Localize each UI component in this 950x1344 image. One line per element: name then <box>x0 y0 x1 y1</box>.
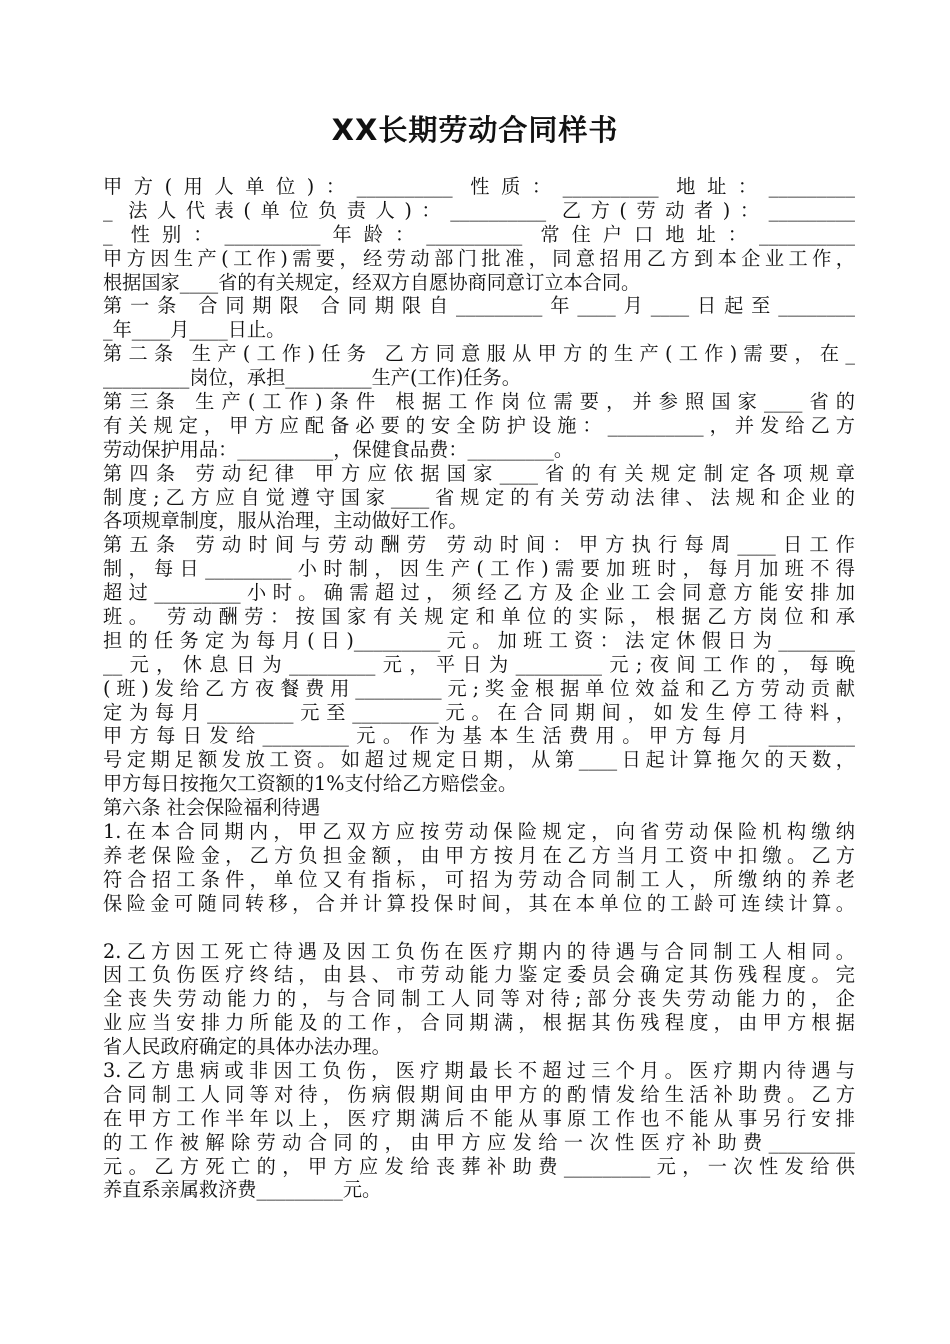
document-line: 养直系亲属救济费_________元。 <box>103 1178 382 1202</box>
document-line: 担的任务定为每月(日)_________元。加班工资：法定休假日为________ <box>103 628 855 652</box>
document-line: 符合招工条件，单位又有指标，可招为劳动合同制工人，所缴纳的养老 <box>103 867 855 891</box>
document-line: 号定期足额发放工资。如超过规定日期，从第____日起计算拖欠的天数， <box>103 748 855 772</box>
document-line: 元。乙方死亡的，甲方应发给丧葬补助费_________元，一次性发给供 <box>103 1154 855 1178</box>
document-line: 各项规章制度，服从治理，主动做好工作。 <box>103 509 468 533</box>
document-line: 因工负伤医疗终结，由县、市劳动能力鉴定委员会确定其伤残程度。完 <box>103 963 855 987</box>
document-line: 根据国家____省的有关规定，经双方自愿协商同意订立本合同。 <box>103 270 641 294</box>
document-line: 甲方每日按拖欠工资额的1%支付给乙方赔偿金。 <box>103 772 518 796</box>
document-line: 定为每月_________元至_________元。在合同期间，如发生停工待料， <box>103 700 855 724</box>
document-line: 业应当安排力所能及的工作，合同期满，根据其伤残程度，由甲方根据 <box>103 1011 855 1035</box>
document-title: XX长期劳动合同样书 <box>331 113 619 147</box>
document-line: _ 法人代表(单位负责人)：__________ 乙方(劳动者)：_________ <box>103 198 855 222</box>
document-line: 超过_________小时。确需超过，须经乙方及企业工会同意方能安排加 <box>103 581 855 605</box>
document-line: 全丧失劳动能力的，与合同制工人同等对待;部分丧失劳动能力的，企 <box>103 987 855 1011</box>
document-line: 有关规定，甲方应配备必要的安全防护设施：__________，并发给乙方 <box>103 413 855 437</box>
blank-line <box>103 916 855 940</box>
document-line: 养老保险金，乙方负担金额，由甲方按月在乙方当月工资中扣缴。乙方 <box>103 843 855 867</box>
document-line: 保险金可随同转移，合并计算投保时间，其在本单位的工龄可连续计算。 <box>103 891 855 915</box>
document-line: 制，每日_________小时制，因生产(工作)需要加班时，每月加班不得 <box>103 557 855 581</box>
document-line: 第二条 生产(工作)任务 乙方同意服从甲方的生产(工作)需要，在_ <box>103 342 855 366</box>
document-line: 班。 劳动酬劳：按国家有关规定和单位的实际，根据乙方岗位和承 <box>103 605 855 629</box>
document-line: _年____月____日止。 <box>103 318 286 342</box>
document-line: 合同制工人同等对待，伤病假期间由甲方的酌情发给生活补助费。乙方 <box>103 1082 855 1106</box>
document-line: _ 性别：__________年龄：__________ 常住户口地址：__________ <box>103 222 855 246</box>
document-line: (班)发给乙方夜餐费用_________元;奖金根据单位效益和乙方劳动贡献 <box>103 676 855 700</box>
document-line: 省人民政府确定的具体办法办理。 <box>103 1035 391 1059</box>
document-line: 1.在本合同期内，甲乙双方应按劳动保险规定，向省劳动保险机构缴纳 <box>103 820 855 844</box>
document-line: 制度;乙方应自觉遵守国家____省规定的有关劳动法律、法规和企业的 <box>103 485 855 509</box>
document-line: 甲方每日发给_________元。作为基本生活费用。甲方每月 _________ <box>103 724 855 748</box>
document-line: 3.乙方患病或非因工负伤，医疗期最长不超过三个月。医疗期内待遇与 <box>103 1058 855 1082</box>
document-line: 第四条 劳动纪律 甲方应依据国家____省的有关规定制定各项规章 <box>103 461 855 485</box>
document-line: 第三条 生产(工作)条件 根据工作岗位需要，并参照国家____省的 <box>103 390 855 414</box>
document-line: 甲方(用人单位)：__________ 性质：__________ 地址：_________ <box>103 175 855 198</box>
document-line: 的工作被解除劳动合同的，由甲方应发给一次性医疗补助费_________ <box>103 1130 855 1154</box>
document-line: 第六条 社会保险福利待遇 <box>103 796 321 820</box>
document-line: __元，休息日为_________元，平日为_________元;夜间工作的，每晚 <box>103 652 855 676</box>
document-line: 在甲方工作半年以上，医疗期满后不能从事原工作也不能从事另行安排 <box>103 1106 855 1130</box>
document-line: 2.乙方因工死亡待遇及因工负伤在医疗期内的待遇与合同制工人相同。 <box>103 939 855 963</box>
document-line: 甲方因生产(工作)需要，经劳动部门批准，同意招用乙方到本企业工作， <box>103 246 855 270</box>
document-line: 第一条 合同期限 合同期限自_________年____月____日起至________ <box>103 294 855 318</box>
document-line: 劳动保护用品：__________，保健食品费：_________。 <box>103 437 574 461</box>
contract-body <box>103 175 855 1202</box>
document-line: 第五条 劳动时间与劳动酬劳 劳动时间：甲方执行每周____日工作 <box>103 533 855 557</box>
document-line: _________岗位，承担_________生产(工作)任务。 <box>103 366 521 390</box>
